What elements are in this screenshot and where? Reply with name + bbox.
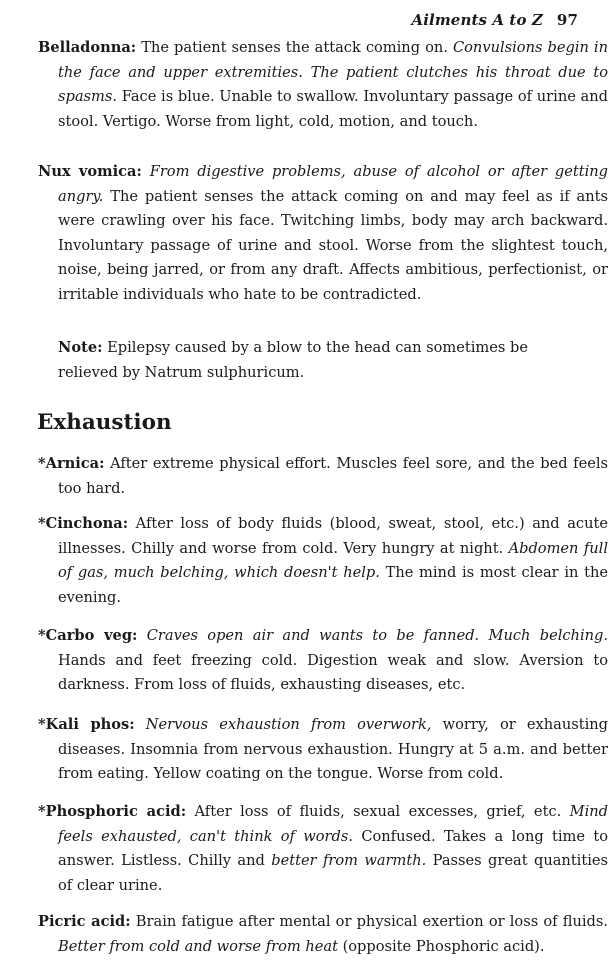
entry-text-italic: Craves open air and wants to be fanned. Much belching. — [146, 627, 608, 644]
entry-text — [142, 163, 150, 180]
page-number: 97 — [556, 11, 578, 29]
entry-text: Face is blue. Unable to swallow. Involuntary passage of urine and stool. Vertigo. Worse from light, cold, motion, and touch. — [58, 88, 608, 130]
entry-text: Confused. Takes a long time to answer. Listless. Chilly and — [58, 827, 608, 869]
entry-text-italic: better from warmth. — [271, 852, 427, 869]
entry-text-italic: Mind feels exhausted, can't think of words. — [58, 803, 608, 845]
entry-text: The mind is most clear in the evening. — [58, 564, 608, 606]
entry-text: Passes great quantities of clear urine. — [58, 852, 608, 894]
entry-text: Hands and feet freezing cold. Digestion weak and slow. Aversion to darkness. From loss of fluids, exhausting diseases, etc. — [58, 651, 608, 693]
remedy-name: Picric acid: — [38, 913, 131, 930]
entry-text: The patient senses the attack coming on and may feel as if ants were crawling over his face. Twitching limbs, body may arch backward. Involuntary passage of urine and stool. Worse from the slightest touch, noise, being jarred, or from any draft. Affects ambitious, perfectionist, or irritable individuals who hate to be contradicted. — [58, 187, 608, 303]
entry-text: After extreme physical effort. Muscles feel sore, and the bed feels too hard. — [58, 455, 608, 497]
remedy-name: *Arnica: — [38, 455, 105, 472]
remedy-name: *Cinchona: — [38, 515, 129, 532]
remedy-name: Belladonna: — [38, 39, 137, 56]
entry-text — [135, 716, 146, 733]
entry-text-italic: Abdomen full of gas, much belching, which doesn't help. — [58, 539, 608, 581]
entry-text: The patient senses the attack coming on. — [136, 39, 453, 56]
running-head-title: Ailments A to Z — [411, 11, 543, 29]
remedy-entry-carbo-veg — [38, 624, 608, 698]
entry-text: After loss of fluids, sexual excesses, grief, etc. — [186, 803, 570, 820]
remedy-entry-cinchona — [38, 512, 608, 610]
remedy-name: *Carbo veg: — [38, 627, 138, 644]
note-label: Note: — [58, 339, 103, 356]
entry-text — [137, 627, 146, 644]
epilepsy-note — [58, 336, 588, 385]
running-head — [412, 11, 579, 29]
remedy-name: *Kali phos: — [38, 716, 135, 733]
entry-text-italic: Convulsions begin in the face and upper extremities. The patient clutches his throat due to spasms. — [58, 39, 608, 105]
remedy-entry-kali-phos — [38, 713, 608, 787]
remedy-entry-picric-acid — [38, 910, 608, 959]
note-text: Epilepsy caused by a blow to the head can sometimes be relieved by Natrum sulphuricum. — [58, 339, 529, 381]
remedy-name: *Phosphoric acid: — [38, 803, 187, 820]
entry-text: After loss of body fluids (blood, sweat, stool, etc.) and acute illnesses. Chilly and worse from cold. Very hungry at night. — [58, 515, 608, 557]
entry-text-italic: From digestive problems, abuse of alcohol or after getting angry. — [58, 163, 608, 205]
remedy-entry-arnica — [38, 452, 608, 501]
entry-text: worry, or exhausting diseases. Insomnia from nervous exhaustion. Hungry at 5 a.m. and better from eating. Yellow coating on the tongue. Worse from cold. — [58, 716, 608, 782]
entry-text-italic: Better from cold and worse from heat — [58, 937, 338, 955]
entry-text: (opposite Phosphoric acid). — [337, 937, 545, 955]
entry-text-italic: Nervous exhaustion from overwork, — [145, 716, 432, 733]
remedy-entry-belladonna — [38, 36, 608, 134]
remedy-name: Nux vomica: — [38, 163, 142, 180]
remedy-entry-phosphoric-acid — [38, 800, 608, 898]
entry-text: Brain fatigue after mental or physical exertion or loss of fluids. — [130, 913, 608, 930]
remedy-entry-nux-vomica — [38, 160, 608, 307]
section-heading-exhaustion: Exhaustion — [37, 410, 172, 435]
